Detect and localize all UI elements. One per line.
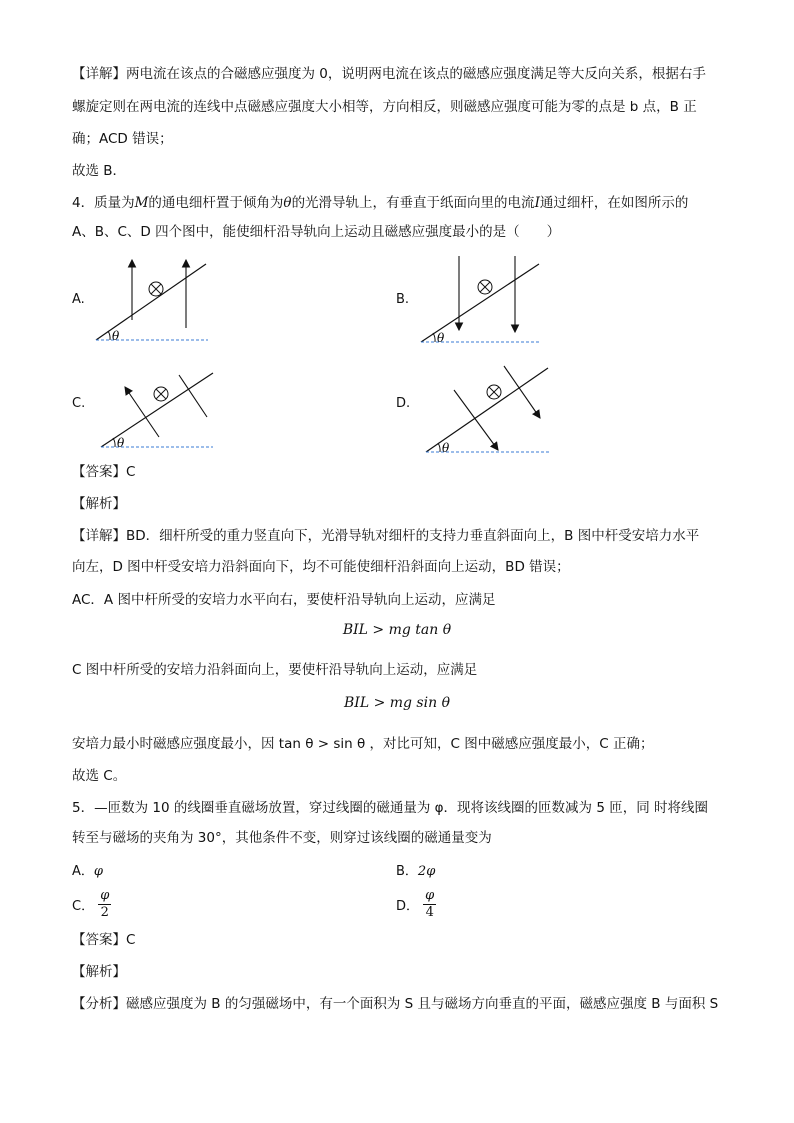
analysis-label: 【解析】 [72, 496, 126, 512]
analysis-label: 【解析】 [72, 964, 126, 980]
answer-label: 【答案】C [72, 932, 136, 948]
equation-1: BIL > mg tan θ [342, 622, 452, 638]
figure-a [90, 252, 220, 347]
text-line: C 图中杆所受的安培力沿斜面向上，要使杆沿导轨向上运动，应满足 [72, 662, 478, 678]
option-c-label: C. [72, 396, 86, 411]
text-line: 故选 C。 [72, 768, 127, 784]
option-b-label: B. [396, 292, 410, 307]
question-4-line-2: A、B、C、D 四个图中，能使细杆沿导轨向上运动且磁感应强度最小的是（ ） [72, 224, 561, 240]
text-line: 确；ACD 错误； [72, 131, 173, 147]
text-line: 螺旋定则在两电流的连线中点磁感应强度大小相等，方向相反，则磁感应强度可能为零的点是 b 点，B 正 [72, 99, 697, 115]
text-line: 【分析】磁感应强度为 B 的匀强磁场中，有一个面积为 S 且与磁场方向垂直的平面，磁感应强度 B 与面积 S [72, 996, 719, 1012]
theta-label: θ [437, 331, 445, 345]
text-line: 【详解】BD．细杆所受的重力竖直向下，光滑导轨对细杆的支持力垂直斜面向上，B 图中杆受安培力水平 [72, 528, 700, 544]
equation-2: BIL > mg sin θ [344, 695, 450, 711]
q5-option-d: D． $\frac{\varphi}{4}$ [396, 888, 435, 920]
theta-label: θ [442, 441, 450, 455]
text-line: AC．A 图中杆所受的安培力水平向右，要使杆沿导轨向上运动，应满足 [72, 592, 496, 608]
current-into-page-icon [154, 387, 168, 401]
answer-label: 【答案】C [72, 464, 136, 480]
figure-c [95, 365, 225, 455]
question-4-line-1: 4．质量为M的通电细杆置于倾角为θ的光滑导轨上，有垂直于纸面向里的电流I通过细杆，在如图所示的 [72, 195, 689, 211]
theta-label: θ [117, 436, 125, 450]
q5-option-a: A．φ [72, 864, 104, 879]
option-a-label: A. [72, 292, 85, 307]
figure-d [420, 362, 555, 457]
figure-b [415, 252, 545, 347]
text-line: 故选 B． [72, 163, 127, 179]
option-d-label: D. [396, 396, 411, 411]
fraction: $\frac{\varphi}{2}$ [100, 888, 110, 920]
current-into-page-icon [478, 280, 492, 294]
q5-option-c: C． $\frac{\varphi}{2}$ [72, 888, 110, 920]
question-5-line-1: 5．—匝数为 10 的线圈垂直磁场放置，穿过线圈的磁通量为 φ．现将该线圈的匝数减为 5 匝，同 时将线圈 [72, 800, 709, 816]
text-line: 安培力最小时磁感应强度最小，因 tan θ > sin θ ，对比可知，C 图中磁感应强度最小，C 正确； [72, 736, 654, 752]
fraction: $\frac{\varphi}{4}$ [425, 888, 435, 920]
current-into-page-icon [487, 385, 501, 399]
current-into-page-icon [149, 282, 163, 296]
text-line: 向左，D 图中杆受安培力沿斜面向下，均不可能使细杆沿斜面向上运动，BD 错误； [72, 559, 570, 575]
text-line: 【详解】两电流在该点的合磁感应强度为 0，说明两电流在该点的磁感应强度满足等大反向关系，根据右手 [72, 66, 706, 82]
theta-label: θ [112, 329, 120, 343]
question-5-line-2: 转至与磁场的夹角为 30°，其他条件不变，则穿过该线圈的磁通量变为 [72, 830, 492, 846]
q5-option-b: B．2φ [396, 864, 436, 879]
